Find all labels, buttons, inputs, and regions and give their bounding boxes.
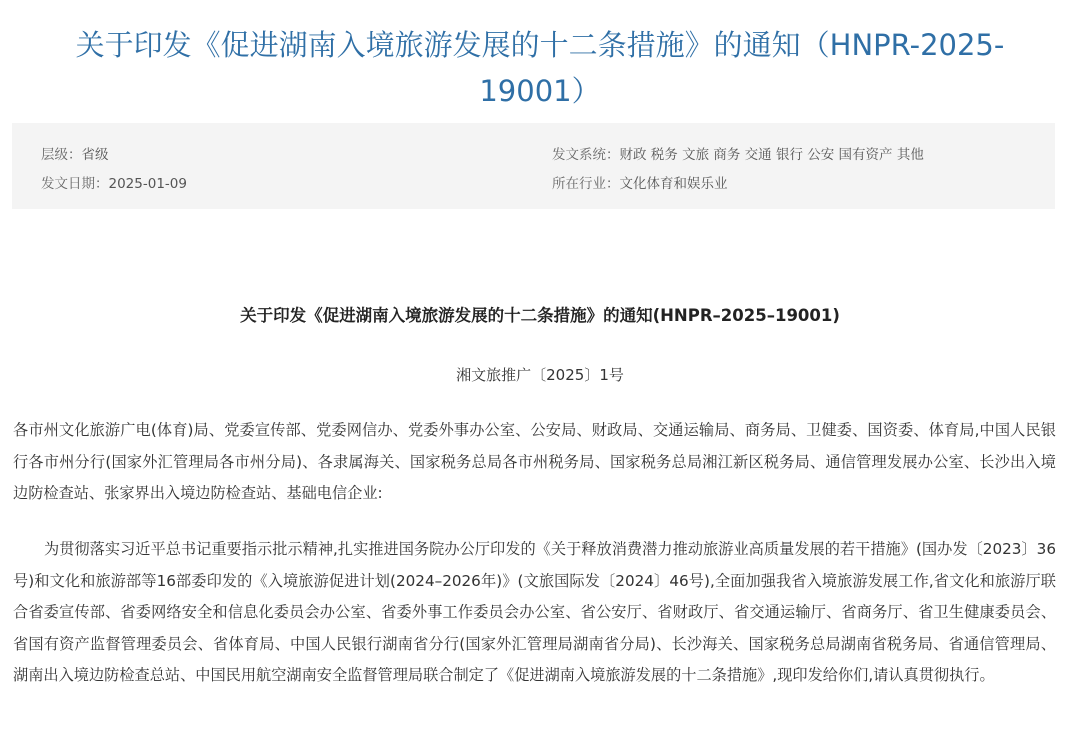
meta-date-label: 发文日期： — [41, 176, 109, 192]
meta-system-value: 财政 税务 文旅 商务 交通 银行 公安 国有资产 其他 — [619, 147, 924, 163]
meta-date-value: 2025-01-09 — [108, 176, 187, 192]
meta-system-label: 发文系统： — [552, 147, 620, 163]
meta-industry-value: 文化体育和娱乐业 — [619, 176, 728, 192]
meta-industry-label: 所在行业： — [552, 176, 620, 192]
document-number: 湘文旅推广〔2025〕1号 — [456, 366, 624, 384]
meta-level-value: 省级 — [81, 147, 109, 163]
meta-date — [41, 172, 187, 192]
meta-industry — [552, 172, 728, 192]
meta-level-label: 层级： — [41, 147, 82, 163]
document-heading: 关于印发《促进湖南入境旅游发展的十二条措施》的通知(HNPR–2025–19001) — [240, 306, 840, 325]
meta-system — [552, 143, 924, 163]
body-paragraph: 为贯彻落实习近平总书记重要指示批示精神,扎实推进国务院办公厅印发的《关于释放消费潜力推动旅游业高质量发展的若干措施》(国办发〔2023〕36号)和文化和旅游部等16部委印发的《入境旅游促进计划(2024–2026年)》(文旅国际发〔2024〕46号),全面加强我省入境旅游发展工作,省文化和旅游厅联合省委宣传部、省委网络安全和信息化委员会办公室、省委外事工作委员会办公室、省公安厅、省财政厅、省交通运输厅、省商务厅、省卫生健康委员会、省国有资产监督管理委员会、省体育局、中国人民银行湖南省分行(国家外汇管理局湖南省分局)、长沙海关、国家税务总局湖南省税务局、省通信管理局、湖南出入境边防检查总站、中国民用航空湖南安全监督管理局联合制定了《促进湖南入境旅游发展的十二条措施》,现印发给你们,请认真贯彻执行。 — [13, 540, 1056, 684]
page-title: 关于印发《促进湖南入境旅游发展的十二条措施》的通知（HNPR-2025-19001） — [75, 28, 1005, 108]
meta-info-panel — [12, 123, 1055, 209]
recipients-paragraph: 各市州文化旅游广电(体育)局、党委宣传部、党委网信办、党委外事办公室、公安局、财政局、交通运输局、商务局、卫健委、国资委、体育局,中国人民银行各市州分行(国家外汇管理局各市州分局)、各隶属海关、国家税务总局各市州税务局、国家税务总局湘江新区税务局、通信管理发展办公室、长沙出入境边防检查站、张家界出入境边防检查站、基础电信企业: — [13, 421, 1056, 502]
meta-level — [41, 143, 109, 163]
